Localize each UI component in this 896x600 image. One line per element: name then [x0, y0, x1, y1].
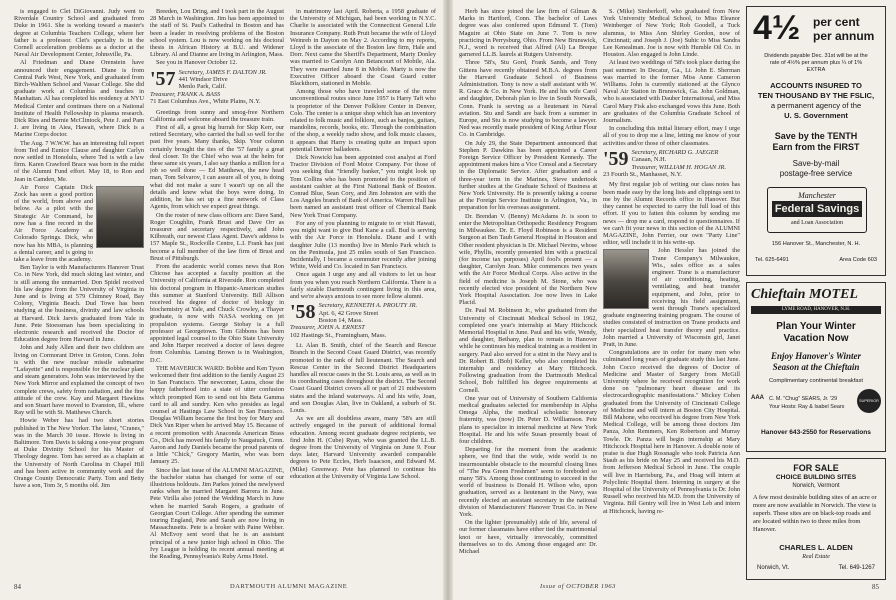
- plan-line-2: Vacation Now: [783, 333, 849, 344]
- bank-logo: [767, 187, 867, 233]
- left-column-1: [14, 8, 144, 580]
- realtor-phone: Tel. 649-1267: [838, 565, 875, 571]
- right-column-2: [603, 8, 740, 580]
- class-treasurer: Treasurer, JOHN A. ERNEST: [290, 324, 365, 332]
- right-page-footer: Issue of OCTOBER 1963: [540, 583, 616, 590]
- superior-seal: SUPERIOR: [857, 389, 881, 413]
- mail-line-1: Save-by-mail: [792, 159, 840, 168]
- insurance-heading: [747, 81, 885, 121]
- paragraph: Al Friedman and Diane Orenstein have announced their engagement. Diane is from Central Park West, New York, and graduated from Birch-Walthen School and Vassar College. She did graduate work at Columbia and teaches in Manhattan. Al has completed his residency at NYU Medical Center and continues there on a National Institute of Health Fellowship in plasma research. Dick Ries and Bernie McClintock, Pete J. and Pam J. are living in Aiea, Hawaii, where Dick is a Marine Corps doctor.: [14, 59, 144, 139]
- class-secretary: Secretary, KENNETH A. PROUTY JR.: [318, 302, 418, 310]
- paragraph: Dr. Paul M. Robinson Jr., who graduated from the University of Cincinnati Medical School in 1962, completed one year's internship at Mary Hitchcock Memorial Hospital in June. Paul and his wife, Wendy, and daughter, Bethany, plan to remain in Hanover while he continues his medical training as a resident in surgery. Paul also served for a stint in the Navy and is Dr. Robert B. (Bob) Keller, who also completed his internship and residency at Mary Hitchcock. Following graduation from the Dartmouth Medical School, Bob fulfilled his degree requirements at Cornell.: [459, 307, 597, 394]
- realtor-role: Real Estate: [802, 554, 830, 560]
- sale-heading: FOR SALE: [793, 463, 839, 473]
- class-treasurer: Treasurer, WILLIAM H. HOGAN JR.: [631, 163, 727, 171]
- paragraph: For any of you planning to migrate to or visit Hawaii, you might want to give Bud Kane a call. Bud is serving with the Air Force in Honolulu. Diane and I with daughter Julie (13 months) live in Menlo Park which is on the Peninsula, just 25 miles south of San Francisco. Incidentally, I became a commuter recently after joining White, Weld and Co. located in San Francisco.: [290, 219, 436, 271]
- left-column-3: [290, 8, 436, 580]
- treasurer-address: 71 East Columbus Ave., White Plains, N.Y.: [150, 98, 261, 106]
- for-sale-ad: [746, 458, 886, 580]
- bank-phone: Tel. 625-6491: [755, 257, 789, 263]
- insurance-line-3: a permanent agency of the: [770, 101, 862, 110]
- paragraph: Air Force Captain Dick Zock has seen a good portion of the world, from above and below. As a pilot with the Strategic Air Command, he now has a fine record in the Air Force Academy at Colorado Springs. Dick, who now has his MBA, is planning a dental career, and is going to take a leave from the academy.: [14, 183, 93, 263]
- paragraph: On July 29, the State Department announced that Stephen P. Dawkins has been appointed a Career Foreign Service Officer by President Kennedy. The appointment makes him a Vice Consul and a Secretary in the Diplomatic Service. After graduation and a three-year term in the Marines, Steve undertook further studies at the Graduate School of Business at New York University. He is presently taking a course at the Foreign Service Institute in Arlington, Va., in preparation for his overseas assignment.: [459, 139, 597, 212]
- paragraph: Departing for the moment from the academic sphere, we find that the wide, wide world is no insurmountable obstacle to the mournful closing lines of "The Pea Green Freshmen" seem to foreboded so many '58's. Among those continuing to succeed in the world of business is Donald H. Wilson who, upon graduation, served as a lieutenant in the Navy, was recently elected an assistant secretary in the national division of Manufacturers' Hanover Trust Co. in New York.: [459, 446, 597, 519]
- save-line-1: Save by the TENTH: [774, 131, 858, 141]
- paragraph: Dick Nowicki has been appointed cost analyst at Ford Tractor Division of Ford Motor Company. For those of you seeking that "friendly banker," you might look up Tom Collins who has been promoted to the position of assistant cashier at the First National Bank of Boston. Conrad Blue, Sean Cory, and Jim Johnston are with the Los Angeles branch of Bank of America. Warren Hull has been named an assistant trust officer of Chemical Bank New York Trust Company.: [290, 154, 436, 219]
- paragraph: As we are all doubtless aware, many '58's are still actively engaged in the pursuit of additional formal education. Among recent graduate degree recipients, we find John H. (Cube) Ryan, who was granted the LL.B. degree from the University of Virginia on June 9. Four days later, Harvard University awarded comparable degrees to Pete Eccles, Herb Isaacson, and Edward M. (Mike) Greenway. Pete has planned to continue his education at the University of Virginia Law School.: [290, 415, 436, 480]
- bank-city: Manchester: [798, 191, 836, 200]
- dick-zock-photo: [96, 186, 144, 248]
- paragraph: From the academic world comes news that Ron Chicose has accepted a faculty position at the University of California at Riverside. Ron completed his doctoral program in Hispanic-American studies this summer at Stanford University. Bill Allison received his degree of doctor of biology in biochemistry at Yale, and Chuck Crowley, a Thayer graduate, is now with NASA working on jet propulsion systems. George Stobay is a full professor at Georgetown. Tom Gibbons has been appointed legal counsel to the Ohio State University and John Harper received a doctor of laws degree from Columbia. Lansing Brown is in Washington, D.C.: [150, 262, 284, 364]
- treasurer-address: 102 Hastings St., Framingham, Mass.: [290, 331, 387, 339]
- chieftain-motel-ad: [746, 282, 886, 452]
- secretary-address-1: 441 Windsor Drive: [178, 76, 228, 84]
- motel-breakfast: Complimentary continental breakfast: [768, 378, 864, 384]
- motel-phone: Hanover 643-2550 for Reservations: [761, 429, 871, 436]
- secretary-address-2: Menlo Park, Calif.: [178, 83, 227, 91]
- john-hessler-photo: [603, 249, 649, 309]
- aaa-badge: AAA: [751, 395, 764, 401]
- enjoy-line-1: Enjoy Hanover's Winter: [770, 351, 861, 361]
- left-page-footer: DARTMOUTH ALUMNI MAGAZINE: [230, 583, 348, 590]
- paragraph: Lt. Alan B. Smith, chief of the Search and Rescue Branch in the Second Coast Guard District, was recently promoted to the rank of full lieutenant. The Search and Rescue Center in the Second District Headquarters handles all rescue cases in the St. Louis area, as well as in its coordinating cases throughout the district. The Second Coast Guard District covers all or part of 21 midwestern states and the inland waterways. Al and his wife, Joan, and son Douglas Alan, live in Oakland, a suburb of St. Louis.: [290, 342, 436, 414]
- dividend-note: [747, 53, 885, 74]
- paragraph: Three '58's, Stu Gord, Frank Sands, and Tony Gittens have recently obtained M.B.A. degrees from the Harvard Graduate School of Business Administration. Tony is now a staff assistant with W. R. Grace & Co. in New York. He and his wife Carol and daughter, Deborah plan to live in South Norwalk, Conn. Frank is serving as a lieutenant in Naval aviation. Stu and Sandi are back from a summer in Europe, and Stu is now studying to become a lawyer. Ned was recently made president of King Arthur Flour Co. in Cambridge.: [459, 59, 597, 139]
- rate-unit-1: per cent: [813, 15, 860, 29]
- paragraph: Once again I urge any and all visitors to let us hear from you when you reach Northern California. There is a fairly sizable Dartmouth contingent living in this area, and we're always anxious to see more fellow alumni.: [290, 271, 436, 300]
- secretary-address: Canaan, N.H.: [631, 156, 667, 164]
- realtor-location: Norwich, Vt.: [757, 565, 790, 571]
- sale-subheading: CHOICE BUILDING SITES: [775, 474, 857, 481]
- class-secretary: Secretary, JAMES F. DALTON JR.: [178, 68, 267, 76]
- page-gutter: [443, 0, 453, 600]
- motel-hosts: [769, 395, 859, 411]
- paragraph: My first regular job of writing our class notes has been made easy by the long lists and clippings sent to me by the Alumni Records office in Hanover. But they cannot be expected to carry the full load of this effort. If you to fatten this column by sending me news — drop me a card, respond to questionnaires. If we can't fit your news in this section of the ALUMNI MAGAZINE, John Ferrier, our own "Party Line" editor, will include it in his write-up.: [603, 181, 740, 247]
- save-line-2: Earn from the FIRST: [772, 142, 860, 152]
- paragraph: John Hessler has joined the Trane Company's Milwaukee, Wis., sales office as a sales engineer. Trane is a manufacturer of air conditioning, heating, ventilating, and heat transfer equipment, and John, prior to receiving his field assignment, went through Trane's specialized graduate engineering training program. The course of studies consisted of instruction on Trane products and their specialized heat transfer theory and practice. John married a University of Wisconsin girl, Janet Pratt, in June.: [603, 247, 740, 348]
- insurance-line-4: U. S. Government: [784, 111, 848, 120]
- paragraph: is engaged to Clet DiGiovanni. Judy went to Riverdale Country School and graduated from Duke in 1961. She is working toward a master's degree at Columbia Teachers College, where her father is a professor. Clet's specialty is in the Cornell acceleration problems as a doctor at the Naval Air Development Center, Johnsville, Pa.: [14, 8, 144, 59]
- mail-service: [747, 159, 885, 179]
- class-treasurer: Treasurer, FRANK A. BASS: [150, 90, 221, 98]
- secretary-address-1: Apt. 6, 42 Grove Street: [318, 309, 379, 317]
- class-59-heading: [603, 149, 740, 179]
- paragraph: Greetings from sunny and smog-free Northern California and welcome aboard the treasure train.: [150, 108, 284, 123]
- motel-plan: [747, 321, 885, 345]
- paragraph: THE MAVERICK WARD: Bobbie and Ken Tyson welcomed their first addition to the family August 23 in San Francisco. The newcomer, Laura, chose the happy fatherhood into a state of utter confusion which prompted Ken to send out his Beta Gamma card to all and sundry. Ken who presides as legal counsel at Hastings Law School in San Francisco. Douglas William became the first boy for Mary and Dick Van Riper when he arrived May 15. Because of a recent promotion with Anaconda American Brass Co., Dick has moved his family to Naugatuck, Conn. Aaron and Judy Daniels became the proud parents of a little "Chick," Gregory Martin, who was born January 25.: [150, 364, 284, 466]
- paragraph: Breeden, Lou Dring, and I took part in the August 28 March in Washington. Jim has been appointed to the staff of St. Paul's Cathedral in Boston and has been a leader in resolving problems of the Boston school system. Lou is now working on his doctoral thesis in African History at B.U. and Widener Library. Al and Dianne are living in Arlington, Mass.: [150, 8, 284, 59]
- paragraph: The Aug. 7 W.W.W. has an interesting full report from Ted and Eunice Clause and daughter Carlyn now settled in Honolulu, where Ted is with a law firm. Karen Crawford Brace was born in the midst of the Alumni Fund effort. May 18, to Ron and Jean in Camden, Me.: [14, 139, 144, 183]
- rate-unit-2: per annum: [813, 29, 875, 43]
- secretary-address-2: Boston 14, Mass.: [318, 316, 363, 324]
- motel-name: Chieftain MOTEL: [751, 287, 858, 302]
- dividend-line-1: Dividends payable Dec. 31st will be at the: [764, 53, 868, 59]
- hosts-line: Your Hosts: Ray & Isabel Sears: [769, 404, 845, 410]
- realtor-name: CHARLES L. ALDEN: [779, 543, 853, 552]
- rate-figure: 4½: [753, 9, 801, 47]
- bank-subtitle: and Loan Association: [791, 220, 843, 226]
- paragraph: Dr. Brendan V. (Benny) McAdams Jr. is soon to enter the Metropolitan Orthopedic Residency Program in Milwaukee. Dr. E. Floyd Robinson is a Resident Surgeon at Ben Taub General Hospital in Houston and Other resident physician is Dr. Michael Nevins, whose wife, Phyllis, recently presented him with a practical (for income tax purposes) April fool's present — a daughter, Carolyn Jean. Mike commences two years with the Air Force Medical Corps. Also active in the field of medicine is Joseph M. Stone, who was recently elected vice president of the Northern New York Hospital Association. Joe now lives in Lake Placid.: [459, 212, 597, 307]
- motel-enjoy: [747, 351, 885, 373]
- advertisement-column: [746, 6, 886, 580]
- insurance-line-2: TEN THOUSAND BY THE FSLIC,: [757, 91, 875, 100]
- savings-rate-ad: [746, 6, 886, 276]
- paragraph: S. (Mike) Simberkoff, who graduated from New York University Medical School, to Miss Eleanor Weinberger of New York; Rob Goodell, a Tuck alumnus, to Miss Ann Shirley Gordon, now of Cincinnati; and Joseph J. (Joe) Suhic to Miss Sandra Lee Kenealman. Joe is now with Humble Oil Co. in Houston. Also engaged is John Linde.: [603, 8, 740, 59]
- left-page-number: 84: [14, 583, 21, 591]
- paragraph: Howie Weber has had two short stories published in The New Yorker. The latest, "Cranes," was in the March 30 issue. Howie is living in Baltimore. Tom Davis is taking a one-year program at Duke Divinity School for his Master of Theology degree. Tom has served as a chaplain at the University of North Carolina in Chapel Hill and has been active in community work and the Orange County Democratic Party. Tom and Betty have a son, Tom 3r, 5 months old. Jim: [14, 417, 144, 490]
- paragraph: On the lighter (presumably) side of life, several of our former classmates have either tied the matrimonial knot or have, virtually irrevocably, committed themselves so to do. Among those engaged are: Dr. Michael: [459, 519, 597, 556]
- enjoy-line-2: Season at the Chieftain: [772, 362, 860, 372]
- dividend-line-2: rate of 4½% per annum plus ¼ of 1%: [769, 60, 863, 66]
- left-column-2: [150, 8, 284, 580]
- right-column-1: [459, 8, 597, 580]
- right-page-number: 85: [872, 583, 879, 591]
- owner-line: C. M. "Chug" SEARS, Jr. '29: [769, 396, 838, 402]
- mail-line-2: postage-free service: [779, 169, 853, 178]
- class-year: '58: [290, 301, 316, 324]
- motel-location: LYME ROAD, HANOVER, N.H.: [751, 306, 881, 314]
- bank-address: 156 Hanover St., Manchester, N. H.: [771, 241, 861, 247]
- paragraph: On the roster of new class officers are: Dave Sand, Roger Coughlin, Frank Brust and Dave Orr as treasurer and secretary respectively, and John Kilbreath, our newest Class Agent. Dave's address is 157 Maple St., Rockville Centre, L.I. Frank has just become a full member of the law firm of Brust and Brust of Pittsburgh.: [150, 211, 284, 262]
- paragraph: Congratulations are in order for many men who culminated long years of graduate study this last June. John Cocco received the degrees of Doctor of Medicine and Master of Surgery from McGill University where he received recognition for work done on "pulmonary heart disease and its electrocardiographic manifestations." Mickey Cohen graduated from the University of Cincinnati College of Medicine and will intern at Boston City Hospital. Bill Mahone, who received his degree from New York Medical College, will be among those doctors Jim Panza, John Remmers, Ken Robertson and Murray Towle. Dr. Panza will begin internship at Mary Hitchcock Hospital here in Hanover. A double note of praise is due Hugh Rossnagle who took Patricia Ann Staub as his bride on May 25 and received his M.D. from Jefferson Medical School in June. The couple will live in Harrisburg, Pa., and Hoag will intern at Polyclinic Hospital there. Interning in surgery at the Hospital of the University of Pennsylvania is Dr. John Russell who received his M.D. from the University of Virginia. Bill Gentry will live in West Leb and intern at Hitchcock, having re-: [603, 349, 740, 515]
- sale-location: Norwich, Vermont: [792, 483, 840, 489]
- paragraph: Herb has since joined the law firm of Gilman & Marks in Hartford, Conn. The bachelor of Laws degree was also conferred upon Edmund T. (Tom) Maguire at Ohio State on June 7. Tom is now practicing in Perrysburg, Ohio. From New Brunswick, N.J., word is received that Alfred (Al) La Breque garnered LL.B. laurels at Rutgers University.: [459, 8, 597, 59]
- sale-description: A few most desirable building sites of an acre or more are now available in Norwich. The view is superb. These sites are on black-top roads and are located within two to three miles from Hanover.: [753, 494, 877, 533]
- class-58-heading: [290, 302, 436, 339]
- bank-area-code: Area Code 603: [839, 257, 877, 263]
- paragraph: Since the last issue of the ALUMNI MAGAZINE, the bachelor status has changed for some of our illustrious holdouts. Jim Parkes joined the newlywed ranks when he married Margaret Barrera in June. Pete Virilla also joined the Wedding March in June when he married Sarah Rogers, a graduate of Georgian Court College. After spending the summer touring England, Pete and Sarah are now living in Massachusetts. Pete is a broker with Paine Webber. Al McEvoy sent word that he is an assistant principal of a new junior high school in Ohio. The Ivy League is holding its recent annual meeting at the Reading, Pennsylvania's Ruby Arms Hotel.: [150, 466, 284, 561]
- insurance-line-1: ACCOUNTS INSURED TO: [770, 81, 862, 90]
- class-57-heading: [150, 69, 284, 106]
- treasurer-address: 23 Fourth St., Manhasset, N.Y.: [603, 171, 682, 179]
- paragraph: At least two weddings of '58's took place during the past summer. In Decatur, Ga., Lt. John E. Sherman was married to the former Miss Anne Cameron Williams. John is currently stationed at the Glynco Naval Air Station in Brunswick, Ga. John Goldman, who is associated with Dauber International, and Miss Carol Mary Fisk also exchanged vows this June. Both are graduates of the Columbia Graduate School of Journalism.: [603, 59, 740, 125]
- paragraph: In concluding this initial literary effort, may I urge all of you to drop me a line, letting me know of your activities and/or those of other classmates.: [603, 125, 740, 147]
- paragraph: in matrimony last April. Roberta, a 1958 graduate of the University of Michigan, had been working in N.Y.C. Charlie is associated with the Connecticut General Life Insurance Company. Ruth Pruit became the wife of Lloyd Weinreb in Dayton on May 2. According to my reports, Lloyd is the associate of the Boston law firm, Hale and Dorr. Next came the Sheriff's Department, Marty Donley was married to Carolyn Ann Betancourt of Mobile, Ala. They were married June 8 in Mobile. Marty is now the Executive Officer aboard the Coast Guard cutter Blackthorn, stationed in Mobile.: [290, 8, 436, 88]
- save-slogan: [747, 131, 885, 153]
- bank-name: Federal Savings: [772, 201, 862, 217]
- paragraph: Among those who have traveled some of the more unconventional routes since June 1957 is Harry Taft who is proprietor of the Denver Folklore Center in Denver, Colo. The center is a unique shop which has an inventory related to folk music and folklore, such as banjos, guitars, mandolins, records, books, etc. Through the combination of the shop, a weekly radio show, and folk music classes, it appears that Harry is creating quite an impact upon potential Denver balladeers.: [290, 88, 436, 153]
- paragraph: John and Judy Allen and their two children are living on Cormorant Drive in Groton, Conn. John is with the new nuclear missile submarine "Lafayette" and is responsible for the nuclear plant and steam generators. John was interviewed by the New York Mirror and explained the concept of two complete crews, safety from radiation, and the fine attitude of the crew. Kay and Margaret Hawkins and son Stuart have moved to Evanston, Ill., where Ray will be with St. Matthews Church.: [14, 344, 144, 417]
- paragraph: First of all, a great big hurrah for Skip Kerr, our retired Secretary, who carried the ball so well for the past five years. Many thanks, Skip. Your column certainly brought the ties of the '57 family a great deal closer. To the Chief who was at the helm for these same six years, I also say thanks a million for a job so well done — Ed Matthews, the new head man, Tom Selvarov, I can assure all of you, is doing what did not make a sure I wasn't up on all the details and knew what the boys were doing. In addition, he has set up a fine network of Class Agents, from which we expect great things.: [150, 124, 284, 211]
- paragraph: See you in Hanover October 12.: [156, 59, 238, 67]
- class-secretary: Secretary, RICHARD G. JAEGER: [631, 148, 719, 156]
- paragraph: One year out of University of Southern California medical graduates selected for membership in Alpha Omega Alpha, the medical scholastic honorary fraternity, was (now) Dr. Peter D. Williamson. Pete plans to specialize in internal medicine at New York Hospital. He and his wife Susan presently boast of four children.: [459, 394, 597, 445]
- class-year: '57: [150, 67, 176, 90]
- paragraph: Ben Taylor is with Manufacturers Hanover Trust Co. in New York, did much skiing last winter, and is still among the unmarried. Don Spidel received his law degree from the University of Virginia in June and is living at 579 Chimney Road, Bay Colony, Virginia Beach. Dud Towe has been studying at the business, divinity and law schools at Harvard. Dick Jarvis graduated from Yale in June. Pete Stoessman has been specializing in electronic research and received the Doctor of Education degree from Harvard in June.: [14, 264, 144, 344]
- plan-line-1: Plan Your Winter: [776, 321, 856, 332]
- dividend-line-3: EXTRA: [806, 67, 826, 73]
- class-year: '59: [603, 147, 629, 170]
